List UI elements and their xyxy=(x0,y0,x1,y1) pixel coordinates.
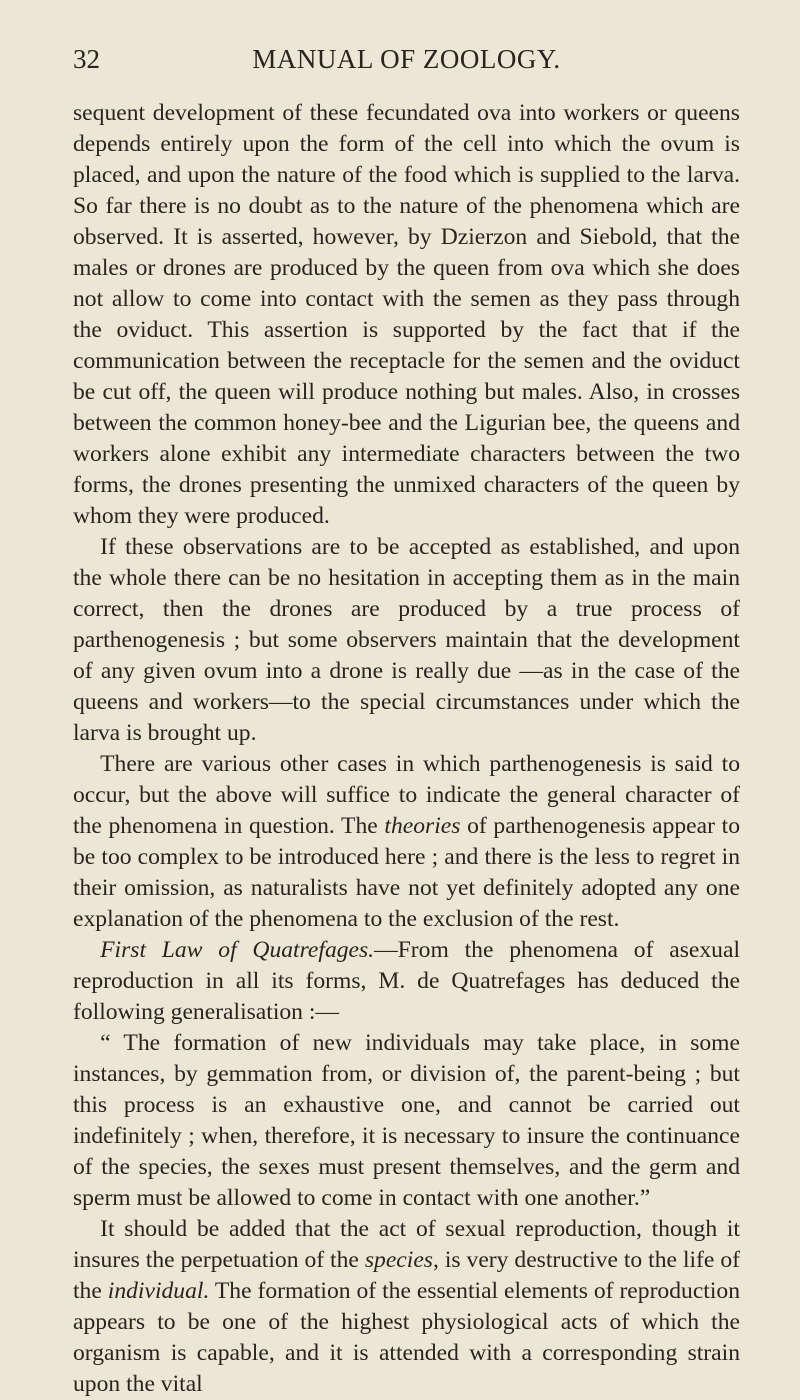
running-title: MANUAL OF ZOOLOGY. xyxy=(252,44,561,74)
paragraph-other-cases xyxy=(73,749,740,935)
text-span: —From the phenomena of asexual reproduction in all its forms, M. de Quatrefages has deduced the following generalisation :— xyxy=(73,937,740,1025)
paragraph-parthenogenesis-observations xyxy=(73,532,740,749)
text-span: It should be added that the act of sexual reproduction, though it insures the perpetuation of the xyxy=(73,1216,740,1273)
paragraph-first-law xyxy=(73,935,740,1028)
paragraph-sexual-reproduction xyxy=(73,1214,740,1400)
body-text xyxy=(73,98,740,1400)
emphasis-species: species xyxy=(364,1247,433,1273)
page-header xyxy=(73,44,740,78)
text-span: of parthenogenesis appear to be too complex to be introduced here ; and there is the less to regret in their omission, as naturalists have not yet definitely adopted any one explanation of the phenomena to the exclusion of the rest. xyxy=(73,813,740,932)
paragraph-quotation xyxy=(73,1028,740,1214)
paragraph-drone-development xyxy=(73,98,740,532)
emphasis-individual: individual. xyxy=(107,1278,210,1304)
text-span: If these observations are to be accepted as established, and upon the whole there can be no hesitation in accepting them as in the main correct, then the drones are produced by a true process of parthenogenesis ; but some observers maintain that the development of any given ovum into a drone is really due —as in the case of the queens and workers—to the special circumstances under which the larva is brought up. xyxy=(73,534,740,746)
page-number: 32 xyxy=(73,44,100,74)
emphasis-theories: theories xyxy=(384,813,461,839)
text-span: , is very destructive to the life of the xyxy=(73,1247,740,1304)
text-span: The formation of the essential elements of reproduction appears to be one of the highest physiological acts of which the organism is capable, and it is attended with a corresponding strain upon the vital xyxy=(73,1278,740,1397)
text-span: sequent development of these fecundated ova into workers or queens depends entirely upon the form of the cell into which the ovum is placed, and upon the nature of the food which is supplied to the larva. So far there is no doubt as to the nature of the phenomena which are observed. It is asserted, however, by Dzierzon and Siebold, that the males or drones are produced by the queen from ova which she does not allow to come into contact with the semen as they pass through the oviduct. This assertion is supported by the fact that if the communication between the receptacle for the semen and the oviduct be cut off, the queen will produce nothing but males. Also, in crosses between the common honey-bee and the Ligurian bee, the queens and workers alone exhibit any intermediate characters between the two forms, the drones presenting the unmixed characters of the queen by whom they were produced. xyxy=(73,100,740,529)
text-span: “ The formation of new individuals may take place, in some instances, by gemmation from, or division of, the parent-being ; but this process is an exhaustive one, and cannot be carried out indefinitely ; when, therefore, it is necessary to insure the continuance of the species, the sexes must present themselves, and the germ and sperm must be allowed to come in contact with one another.” xyxy=(73,1030,740,1211)
section-heading-first-law: First Law of Quatrefages. xyxy=(100,937,375,963)
text-span: There are various other cases in which parthenogenesis is said to occur, but the above will suffice to indicate the general character of the phenomena in question. The xyxy=(73,751,740,839)
